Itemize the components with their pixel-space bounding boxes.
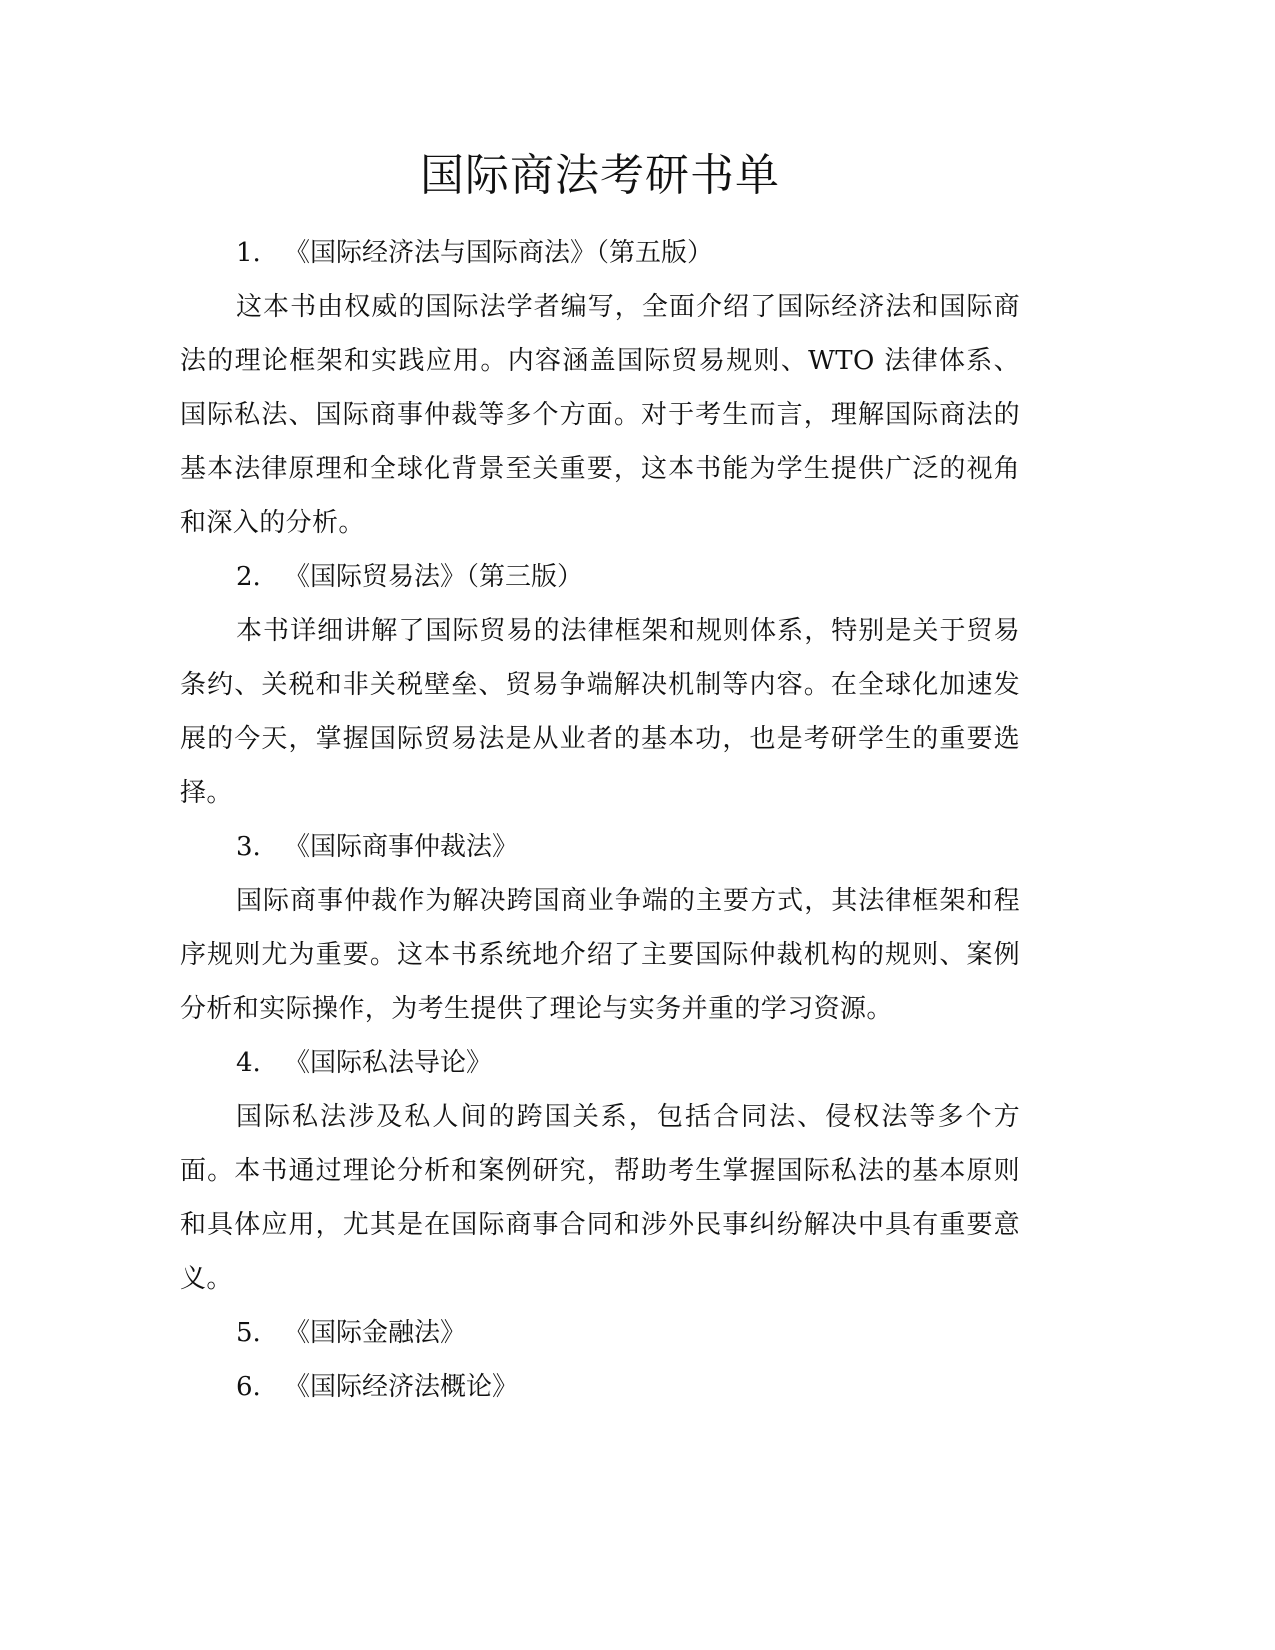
book-name: 《国际贸易法》（第三版）: [284, 562, 584, 592]
book-entry: [180, 1036, 1020, 1306]
book-number: 5.: [236, 1318, 261, 1348]
document-body: [180, 148, 1020, 1414]
book-description: 本书详细讲解了国际贸易的法律框架和规则体系，特别是关于贸易条约、关税和非关税壁垒、贸易争端解决机制等内容。在全球化加速发展的今天，掌握国际贸易法是从业者的基本功，也是考研学生的重要选择。: [180, 616, 1020, 808]
book-title: [180, 820, 1020, 874]
book-title: [180, 1036, 1020, 1090]
book-number: 6.: [236, 1372, 261, 1402]
book-description: 国际私法涉及私人间的跨国关系，包括合同法、侵权法等多个方面。本书通过理论分析和案例研究，帮助考生掌握国际私法的基本原则和具体应用，尤其是在国际商事合同和涉外民事纠纷解决中具有重要意义。: [180, 1102, 1020, 1294]
book-name: 《国际经济法与国际商法》（第五版）: [284, 238, 714, 268]
book-number: 1.: [236, 238, 261, 268]
book-name: 《国际经济法概论》: [284, 1372, 519, 1402]
book-description: 这本书由权威的国际法学者编写，全面介绍了国际经济法和国际商法的理论框架和实践应用。内容涵盖国际贸易规则、WTO 法律体系、国际私法、国际商事仲裁等多个方面。对于考生而言，理解国际商法的基本法律原理和全球化背景至关重要，这本书能为学生提供广泛的视角和深入的分析。: [180, 292, 1020, 538]
book-entry: [180, 1360, 1020, 1414]
book-title: [180, 226, 1020, 280]
book-title: [180, 1306, 1020, 1360]
book-name: 《国际私法导论》: [284, 1048, 493, 1078]
book-name: 《国际商事仲裁法》: [284, 832, 519, 862]
book-entry: [180, 550, 1020, 820]
book-entry: [180, 226, 1020, 550]
book-title: [180, 550, 1020, 604]
book-entry: [180, 820, 1020, 1036]
book-name: 《国际金融法》: [284, 1318, 467, 1348]
book-entry: [180, 1306, 1020, 1360]
book-number: 3.: [236, 832, 261, 862]
book-number: 4.: [236, 1048, 261, 1078]
book-number: 2.: [236, 562, 261, 592]
book-description: 国际商事仲裁作为解决跨国商业争端的主要方式，其法律框架和程序规则尤为重要。这本书系统地介绍了主要国际仲裁机构的规则、案例分析和实际操作，为考生提供了理论与实务并重的学习资源。: [180, 886, 1020, 1024]
page-title: 国际商法考研书单: [420, 150, 780, 201]
book-title: [180, 1360, 1020, 1414]
